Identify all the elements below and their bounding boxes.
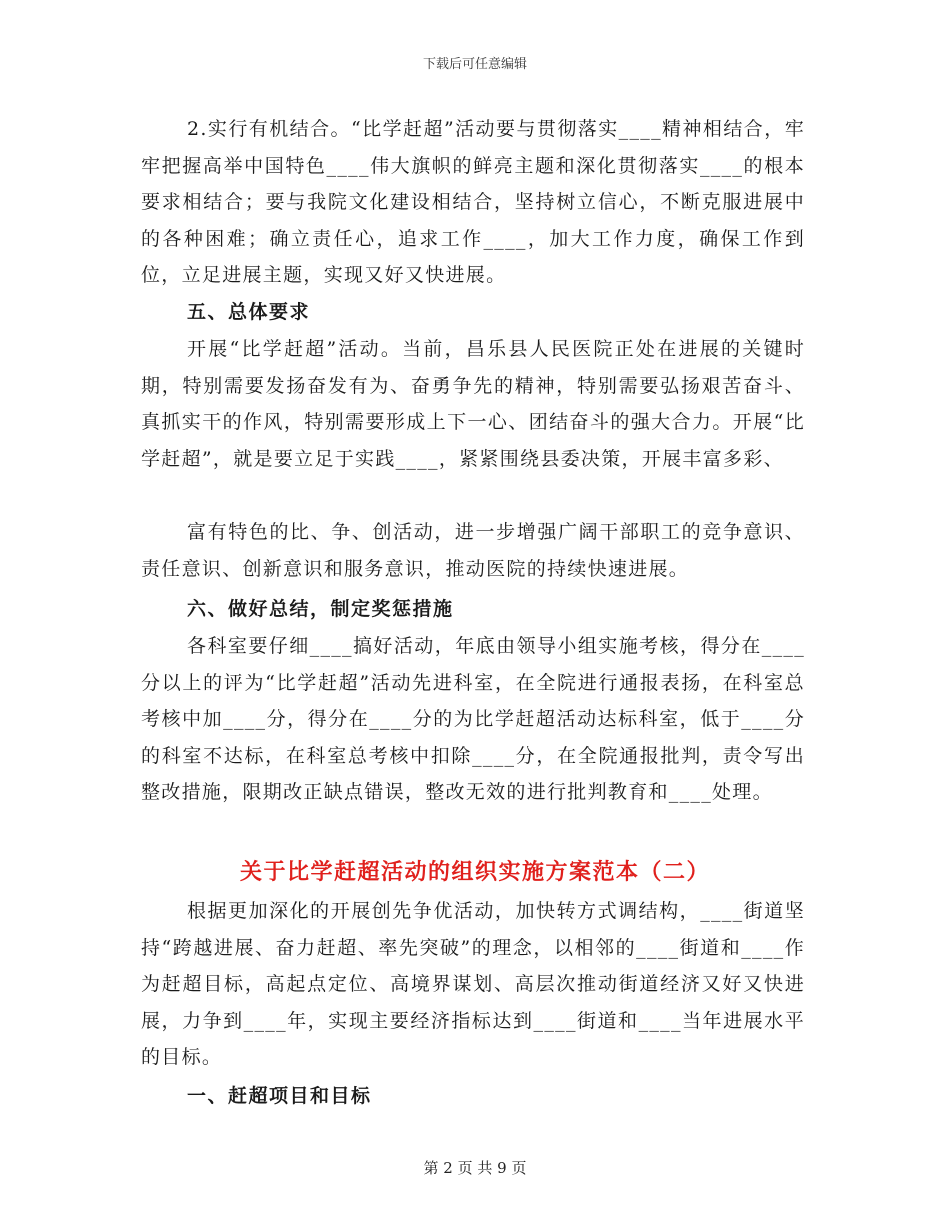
page-number: 第 2 页 共 9 页 bbox=[423, 1159, 527, 1177]
heading-overall-requirements: 五、总体要求 bbox=[187, 301, 311, 323]
paragraph-activities: 富有特色的比、争、创活动，进一步增强广阔干部职工的竞争意识、责任意识、创新意识和服务意识，推动医院的持续快速进展。 bbox=[141, 521, 805, 580]
paragraph-combination: 2.实行有机结合。“比学赶超”活动要与贯彻落实____精神相结合，牢牢把握高举中国特色____伟大旗帜的鲜亮主题和深化贯彻落实____的根本要求相结合；要与我院文化建设相结合，坚持树立信心，不断克服进展中的各种困难；确立责任心，追求工作____，加大工作力度，确保工作到位，立足进展主题，实现又好又快进展。 bbox=[141, 118, 805, 286]
heading-summary-rewards: 六、做好总结，制定奖惩措施 bbox=[187, 598, 454, 620]
paragraph-catch-up: 根据更加深化的开展创先争优活动，加快转方式调结构，____街道坚持“跨越进展、奋力赶超、率先突破”的理念，以相邻的____街道和____作为赶超目标，高起点定位、高境界谋划、高层次推动街道经济又好又快进展，力争到____年，实现主要经济指标达到____街道和____当年进展水平的目标。 bbox=[141, 900, 805, 1068]
heading-projects-goals: 一、赶超项目和目标 bbox=[187, 1085, 372, 1107]
paragraph-overall-requirements: 开展“比学赶超”活动。当前，昌乐县人民医院正处在进展的关键时期，特别需要发扬奋发有为、奋勇争先的精神，特别需要弘扬艰苦奋斗、真抓实干的作风，特别需要形成上下一心、团结奋斗的强大合力。开展“比学赶超”，就是要立足于实践____，紧紧围绕县委决策，开展丰富多彩、 bbox=[141, 338, 805, 470]
paragraph-assessment: 各科室要仔细____搞好活动，年底由领导小组实施考核，得分在____分以上的评为“比学赶超”活动先进科室，在全院进行通报表扬，在科室总考核中加____分，得分在____分的为比学赶超活动达标科室，低于____分的科室不达标，在科室总考核中扣除____分，在全院通报批判，责令写出整改措施，限期改正缺点错误，整改无效的进行批判教育和____处理。 bbox=[141, 635, 805, 803]
document-title: 关于比学赶超活动的组织实施方案范本（二） bbox=[239, 859, 710, 885]
page-header: 下载后可任意编辑 bbox=[422, 57, 527, 72]
